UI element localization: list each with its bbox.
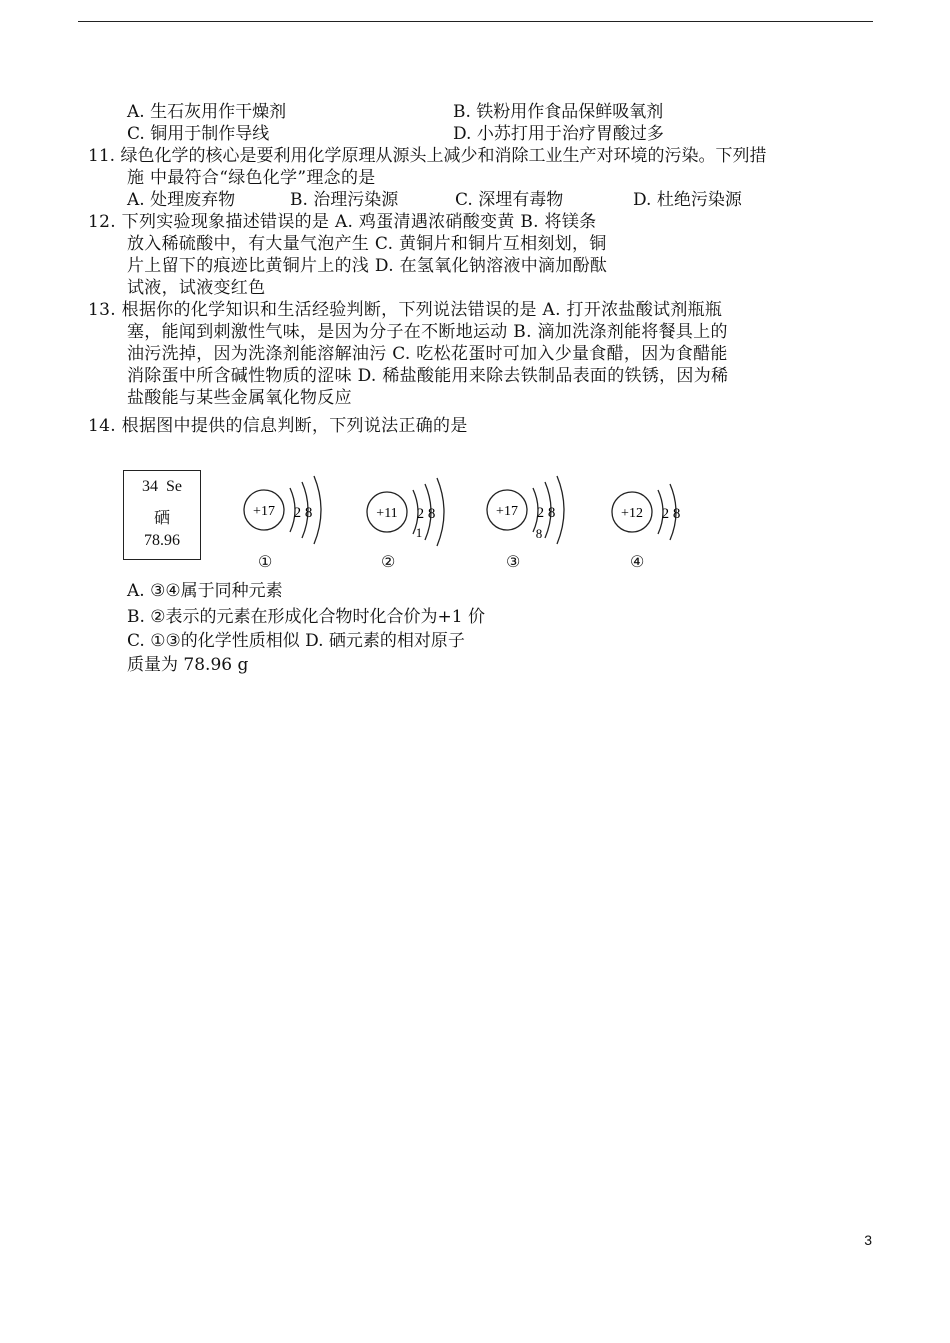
q10-option-c: C. 铜用于制作导线 xyxy=(127,124,270,144)
q11-option-a: A. 处理废弃物 xyxy=(127,190,236,210)
q11-line-2: 施 中最符合“绿色化学”理念的是 xyxy=(127,168,376,188)
q12-line-4: 试液，试液变红色 xyxy=(127,278,266,298)
atom-structure-4 xyxy=(610,470,700,550)
atom-structure-2 xyxy=(365,470,455,550)
atom-1-nucleus: +17 xyxy=(253,504,275,519)
q14-stem: 14. 根据图中提供的信息判断，下列说法正确的是 xyxy=(88,416,468,436)
q12-line-1: 12. 下列实验现象描述错误的是 A. 鸡蛋清遇浓硝酸变黄 B. 将镁条 xyxy=(88,212,597,232)
q12-line-2: 放入稀硫酸中，有大量气泡产生 C. 黄铜片和铜片互相刻划，铜 xyxy=(127,234,607,254)
q14-option-b: B. ②表示的元素在形成化合物时化合价为+1 价 xyxy=(127,607,486,627)
q11-line-1: 11. 绿色化学的核心是要利用化学原理从源头上减少和消除工业生产对环境的污染。下列措 xyxy=(88,146,767,166)
atom-diagram-1 xyxy=(240,470,330,554)
atom-diagram-3 xyxy=(485,470,575,554)
q11-option-c: C. 深埋有毒物 xyxy=(455,190,564,210)
q14-option-a: A. ③④属于同种元素 xyxy=(127,581,283,601)
element-number: 34 xyxy=(142,478,158,495)
q10-option-d: D. 小苏打用于治疗胃酸过多 xyxy=(453,124,664,144)
q11-option-d: D. 杜绝污染源 xyxy=(633,190,742,210)
element-mass: 78.96 xyxy=(144,532,180,549)
element-card-selenium xyxy=(123,470,201,560)
atom-label-1: ① xyxy=(258,552,273,571)
atom-diagram-2 xyxy=(365,470,455,554)
atom-4-nucleus: +12 xyxy=(621,506,643,521)
q13-line-1: 13. 根据你的化学知识和生活经验判断，下列说法错误的是 A. 打开浓盐酸试剂瓶瓶 xyxy=(88,300,723,320)
atom-2-shells: 2 8 xyxy=(416,506,436,522)
q13-line-2: 塞，能闻到刺激性气味，是因为分子在不断地运动 B. 滴加洗涤剂能将餐具上的 xyxy=(127,322,728,342)
atom-structure-1 xyxy=(240,470,330,550)
atom-label-2: ② xyxy=(381,552,396,571)
q12-line-3: 片上留下的痕迹比黄铜片上的浅 D. 在氢氧化钠溶液中滴加酚酞 xyxy=(127,256,608,276)
atom-2-nucleus: +11 xyxy=(376,506,398,521)
q14-option-c: C. ①③的化学性质相似 D. 硒元素的相对原子 xyxy=(127,631,465,651)
atom-3-nucleus: +17 xyxy=(496,504,518,519)
atom-1-shells: 2 8 xyxy=(293,505,313,521)
q13-line-5: 盐酸能与某些金属氧化物反应 xyxy=(127,388,352,408)
atom-label-3: ③ xyxy=(506,552,521,571)
page-number: 3 xyxy=(864,1232,872,1248)
q10-option-a: A. 生石灰用作干燥剂 xyxy=(127,102,287,122)
atom-4-shells: 2 8 xyxy=(661,506,681,522)
element-name: 硒 xyxy=(153,510,170,527)
atom-label-4: ④ xyxy=(630,552,645,571)
atom-diagram-4 xyxy=(610,470,700,554)
element-number-symbol xyxy=(124,478,200,496)
element-symbol: Se xyxy=(166,478,182,495)
header-rule xyxy=(78,21,873,22)
atom-2-outer: 1 xyxy=(415,525,423,540)
atom-3-shells: 2 8 xyxy=(536,505,556,521)
atom-structure-3 xyxy=(485,470,575,550)
q10-option-b: B. 铁粉用作食品保鲜吸氧剂 xyxy=(453,102,664,122)
q14-option-d: 质量为 78.96 g xyxy=(127,655,249,675)
q13-line-4: 消除蛋中所含碱性物质的涩味 D. 稀盐酸能用来除去铁制品表面的铁锈，因为稀 xyxy=(127,366,729,386)
q13-line-3: 油污洗掉，因为洗涤剂能溶解油污 C. 吃松花蛋时可加入少量食醋，因为食醋能 xyxy=(127,344,728,364)
q11-option-b: B. 治理污染源 xyxy=(290,190,399,210)
atom-3-outer: 8 xyxy=(535,526,543,541)
